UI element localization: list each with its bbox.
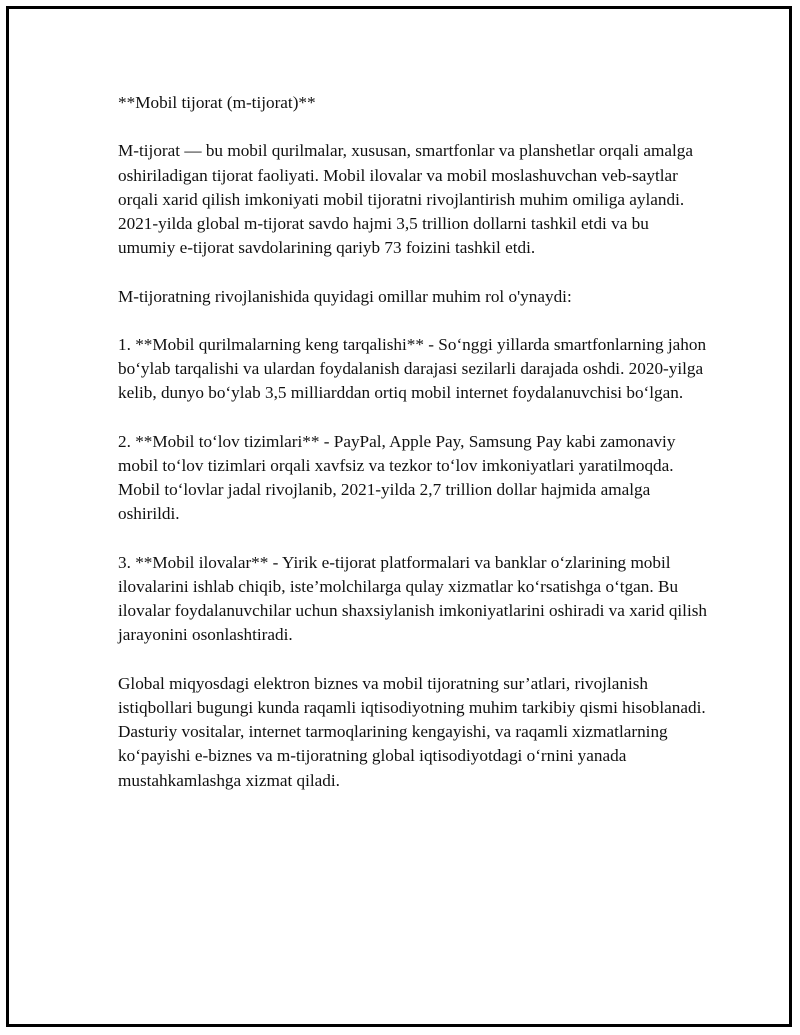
paragraph-conclusion: Global miqyosdagi elektron biznes va mobil tijoratning sur’atlari, rivojlanish istiqbollari bugungi kunda raqamli iqtisodiyotning muhim tarkibiy qismi hisoblanadi. Dasturiy vositalar, internet tarmoqlarining kengayishi, va raqamli xizmatlarning ko‘payishi e-biznes va m-tijoratning global iqtisodiyotdagi o‘rnini yanada mustahkamlashga xizmat qiladi.: [118, 673, 706, 790]
page-frame: [6, 6, 792, 1027]
paragraph-intro: M-tijorat — bu mobil qurilmalar, xususan, smartfonlar va planshetlar orqali amalga oshiriladigan tijorat faoliyati. Mobil ilovalar va mobil moslashuvchan veb-saytlar orqali xarid qilish imkoniyati mobil tijoratni rivojlantirish muhim omiliga aylandi. 2021-yilda global m-tijorat savdo hajmi 3,5 trillion dollarni tashkil etdi va bu umumiy e-tijorat savdolarining qariyb 73 foizini tashkil etdi.: [118, 141, 693, 258]
paragraph-factor-apps: 3. **Mobil ilovalar** - Yirik e-tijorat platformalari va banklar o‘zlarining mobil ilovalarini ishlab chiqib, iste’molchilarga qulay xizmatlar ko‘rsatishga o‘tgan. Bu ilovalar foydalanuvchilar uchun shaxsiylanish imkoniyatlarini oshiradi va xarid qilish jarayonini osonlashtiradi.: [118, 552, 708, 645]
document-title: **Mobil tijorat (m-tijorat)**: [118, 93, 316, 112]
paragraph-factors-lead: M-tijoratning rivojlanishida quyidagi omillar muhim rol o'ynaydi:: [118, 286, 572, 306]
paragraph-factor-payments: 2. **Mobil to‘lov tizimlari** - PayPal, Apple Pay, Samsung Pay kabi zamonaviy mobil to‘lov tizimlari orqali xavfsiz va tezkor to‘lov imkoniyatlari yaratilmoqda. Mobil to‘lovlar jadal rivojlanib, 2021-yilda 2,7 trillion dollar hajmida amalga oshirildi.: [118, 431, 676, 524]
document-body: [118, 91, 708, 817]
paragraph-factor-devices: 1. **Mobil qurilmalarning keng tarqalishi** - So‘nggi yillarda smartfonlarning jahon bo‘ylab tarqalishi va ulardan foydalanish darajasi sezilarli darajada oshdi. 2020-yilga kelib, dunyo bo‘ylab 3,5 milliarddan ortiq mobil internet foydalanuvchisi bo‘lgan.: [118, 334, 707, 403]
